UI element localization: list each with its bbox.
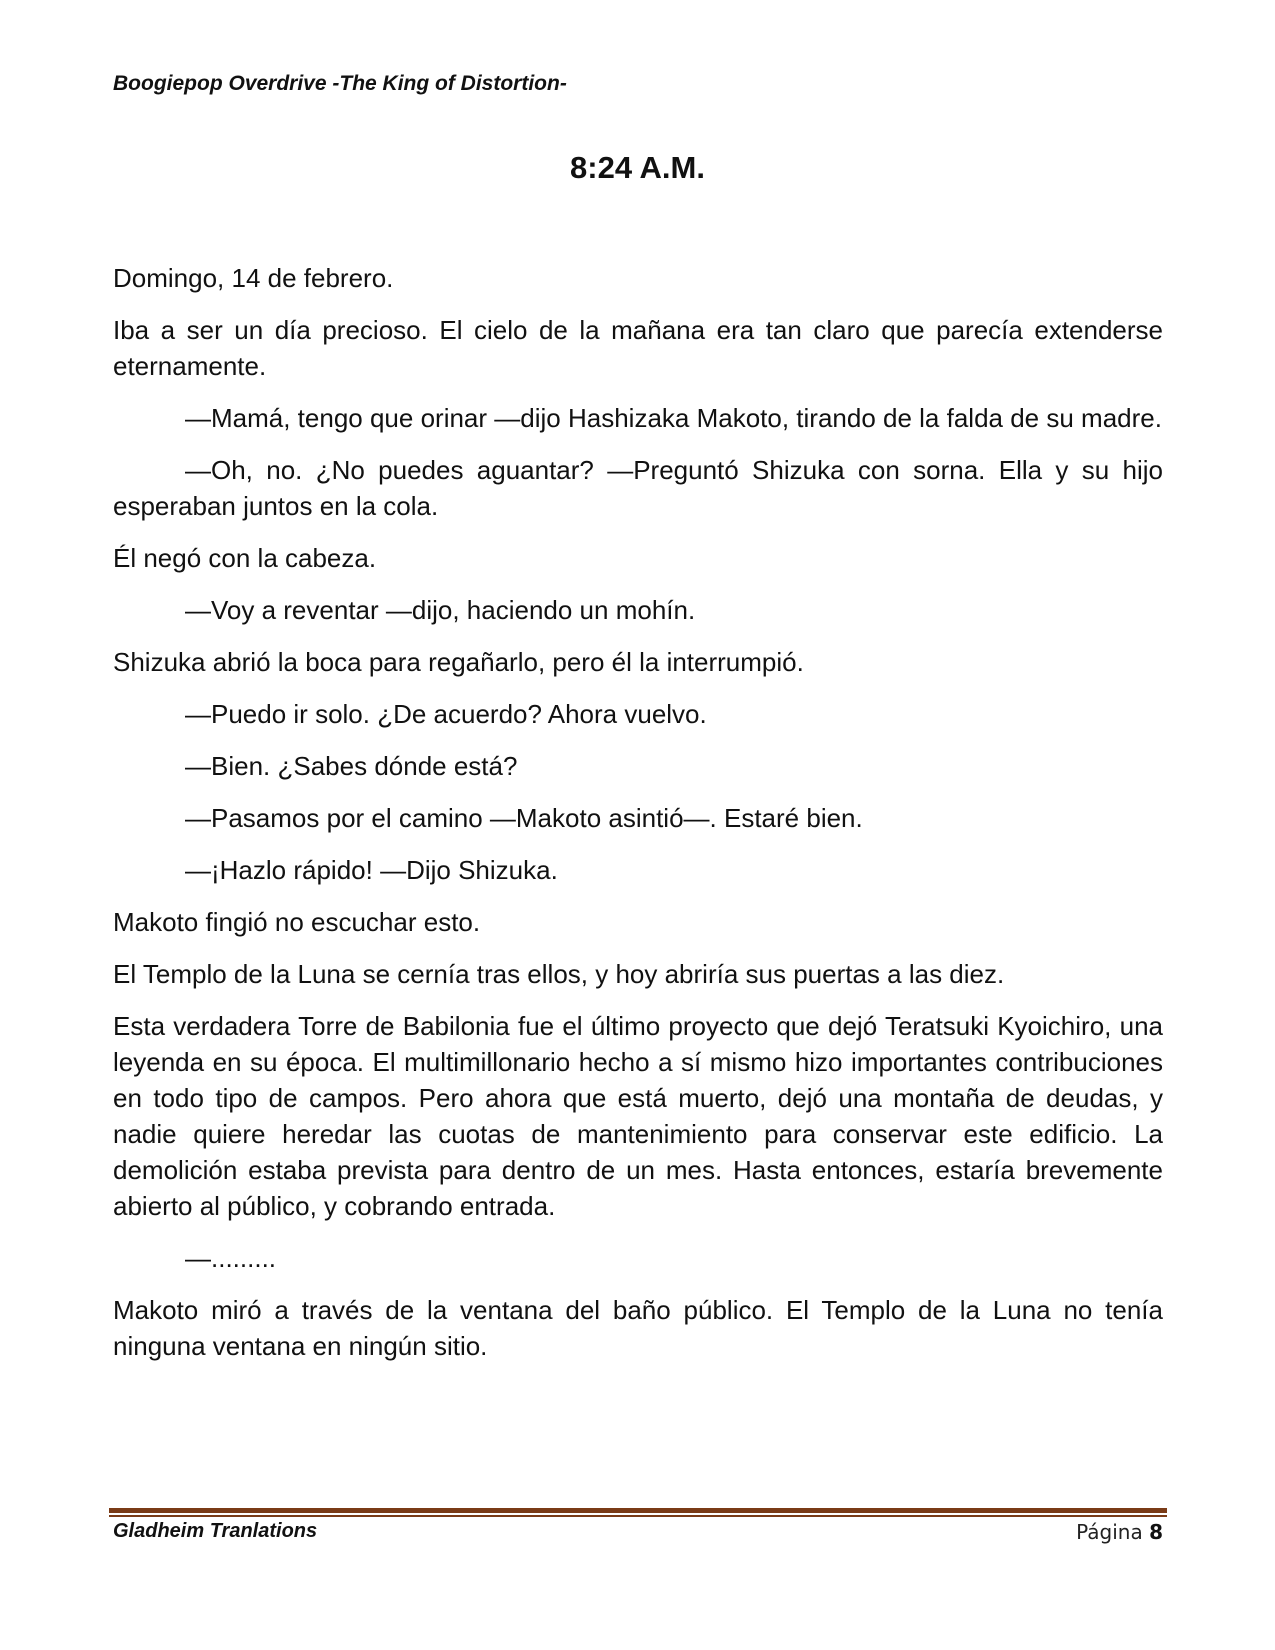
dialogue-paragraph: —Bien. ¿Sabes dónde está? [185, 751, 518, 781]
page-label: Página [1076, 1520, 1143, 1544]
footer-rule [109, 1508, 1167, 1517]
paragraph: Esta verdadera Torre de Babilonia fue el último proyecto que dejó Teratsuki Kyoichiro, una leyenda en su época. El multimillonario hecho a sí mismo hizo importantes contribuciones en todo tipo de campos. Pero ahora que está muerto, dejó una montaña de deudas, y nadie quiere heredar las cuotas de mantenimiento para conservar este edificio. La demolición estaba prevista para dentro de un mes. Hasta entonces, estaría brevemente abierto al público, y cobrando entrada. [113, 1011, 1163, 1221]
running-header: Boogiepop Overdrive -The King of Distortion- [113, 72, 567, 95]
dialogue-paragraph: —Voy a reventar —dijo, haciendo un mohín. [185, 595, 696, 625]
dialogue-paragraph: —......... [185, 1243, 277, 1273]
body-text [113, 260, 1163, 1380]
paragraph: Domingo, 14 de febrero. [113, 263, 394, 293]
dialogue-paragraph: —Oh, no. ¿No puedes aguantar? —Preguntó Shizuka con sorna. Ella y su hijo esperaban juntos en la cola. [113, 455, 1163, 521]
paragraph: Makoto miró a través de la ventana del baño público. El Templo de la Luna no tenía ninguna ventana en ningún sitio. [113, 1295, 1163, 1361]
dialogue-paragraph: —Pasamos por el camino —Makoto asintió—. Estaré bien. [185, 803, 863, 833]
dialogue-paragraph: —¡Hazlo rápido! —Dijo Shizuka. [185, 855, 558, 885]
footer-page-indicator [1076, 1520, 1163, 1544]
chapter-title: 8:24 A.M. [570, 150, 705, 185]
footer-translator: Gladheim Tranlations [113, 1520, 318, 1542]
dialogue-paragraph: —Mamá, tengo que orinar —dijo Hashizaka Makoto, tirando de la falda de su madre. [185, 403, 1162, 433]
page-number: 8 [1149, 1520, 1163, 1544]
paragraph: Él negó con la cabeza. [113, 543, 377, 573]
dialogue-paragraph: —Puedo ir solo. ¿De acuerdo? Ahora vuelvo. [185, 699, 707, 729]
paragraph: Shizuka abrió la boca para regañarlo, pero él la interrumpió. [113, 647, 804, 677]
paragraph: Makoto fingió no escuchar esto. [113, 907, 481, 937]
paragraph: Iba a ser un día precioso. El cielo de la mañana era tan claro que parecía extenderse eternamente. [113, 315, 1163, 381]
footer-rule-thin [109, 1515, 1167, 1517]
paragraph: El Templo de la Luna se cernía tras ellos, y hoy abriría sus puertas a las diez. [113, 959, 1005, 989]
